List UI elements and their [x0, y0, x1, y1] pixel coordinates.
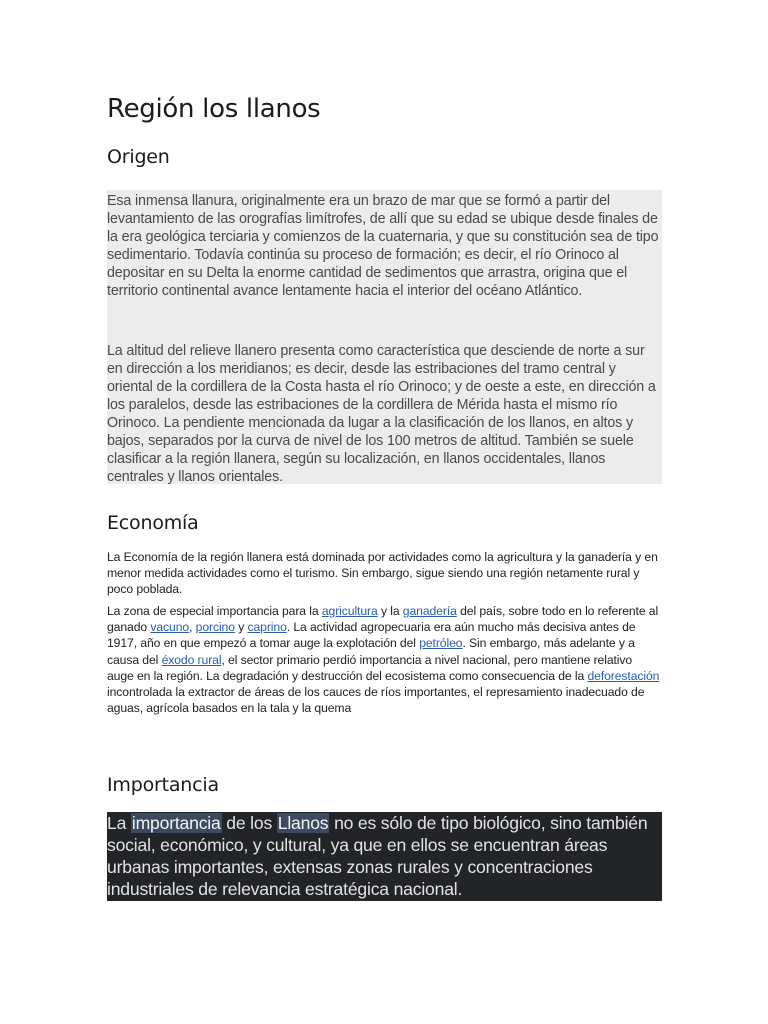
text-run: de los — [221, 813, 277, 833]
heading-economia: Economía — [107, 512, 199, 534]
link-agricultura[interactable]: agricultura — [321, 604, 378, 618]
origen-quote-box — [107, 190, 662, 484]
origen-paragraph-2: La altitud del relieve llanero presenta como característica que desciende de norte a sur en dirección a los meridianos; es decir, desde las estribaciones del tramo central y oriental de la cordillera de la Costa hasta el río Orinoco; y de oeste a este, en dirección a los paralelos, desde las estribaciones de la cordillera de Mérida hasta el mismo río Orinoco. La pendiente mencionada da lugar a la clasificación de los llanos, en altos y bajos, separados por la curva de nivel de los 100 metros de altitud. También se suele clasificar a la región llanera, según su localización, en llanos occidentales, llanos centrales y llanos orientales. — [107, 343, 656, 485]
text-run: , — [189, 620, 196, 635]
text-run: La zona de especial importancia para la — [107, 604, 322, 618]
text-run: incontrolada la extractor de áreas de los cauces de ríos importantes, el represamiento inadecuado de aguas, agrícola basados en la tala y la quema — [107, 685, 645, 716]
text-run: . La actividad agropecuaria era aún mucho más decisiva antes de 1917, año en que empezó a tomar auge la explotación del — [107, 620, 636, 651]
link-vacuno[interactable]: vacuno — [150, 620, 190, 635]
link-porcino[interactable]: porcino — [195, 620, 235, 635]
link-deforestacion[interactable]: deforestación — [587, 668, 660, 683]
text-run: del país, sobre todo en lo referente al ganado — [107, 604, 659, 635]
text-run: La — [107, 813, 131, 833]
link-petroleo[interactable]: petróleo — [419, 636, 463, 651]
highlight-llanos: Llanos — [277, 813, 329, 833]
heading-importancia: Importancia — [107, 774, 219, 796]
link-ganaderia[interactable]: ganadería — [402, 604, 457, 618]
text-run: , el sector primario perdió importancia a nivel nacional, pero mantiene relativo auge en la región. La degradación y destrucción del ecosistema como consecuencia de la — [107, 652, 633, 683]
origen-paragraph-1: Esa inmensa llanura, originalmente era un brazo de mar que se formó a partir del levantamiento de las orografías limítrofes, de allí que su edad se ubique desde finales de la era geológica terciaria y comienzos de la cuaternaria, y que su constitución sea de tipo sedimentario. Todavía continúa su proceso de formación; es decir, el río Orinoco al depositar en su Delta la enorme cantidad de sedimentos que arrastra, origina que el territorio continental avance lentamente hacia el interior del océano Atlántico. — [107, 193, 659, 299]
heading-origen: Origen — [107, 146, 170, 168]
highlight-importancia: importancia — [131, 813, 221, 833]
economia-paragraph-2 — [107, 603, 662, 716]
importancia-dark-box — [107, 812, 662, 901]
text-run: . Sin embargo, más adelante y a causa del — [107, 636, 635, 667]
text-run: y la — [377, 604, 403, 618]
importancia-paragraph — [107, 812, 662, 900]
page-title: Región los llanos — [107, 94, 321, 124]
text-run: no es sólo de tipo biológico, sino también social, económico, y cultural, ya que en ellos se encuentran áreas urbanas importantes, extensas zonas rurales y concentraciones industriales de relevancia estratégica nacional. — [107, 813, 648, 899]
economia-paragraph-1: La Economía de la región llanera está dominada por actividades como la agricultura y la ganadería y en menor medida actividades como el turismo. Sin embargo, sigue siendo una región netamente rural y poco poblada. — [107, 550, 658, 597]
link-caprino[interactable]: caprino — [247, 620, 287, 635]
link-exodo-rural[interactable]: éxodo rural — [161, 652, 222, 667]
text-run: y — [234, 620, 248, 635]
